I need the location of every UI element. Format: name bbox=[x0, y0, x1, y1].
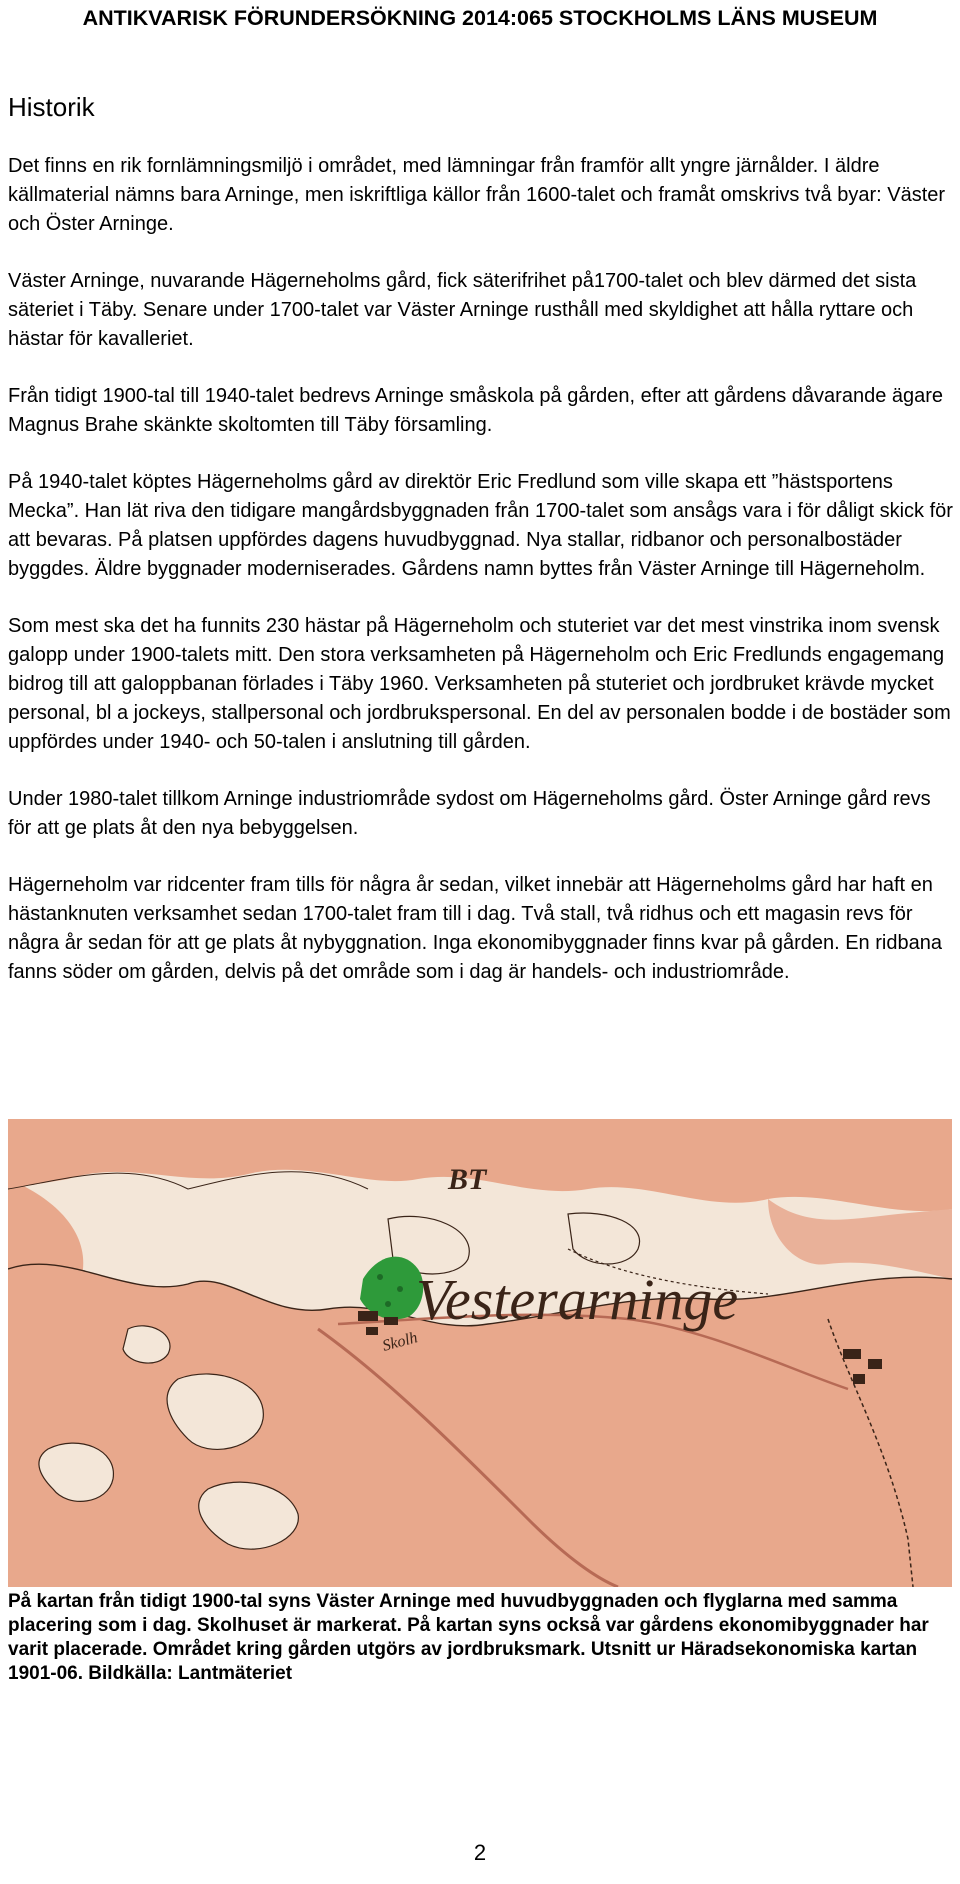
paragraph-5: Som mest ska det ha funnits 230 hästar på Hägerneholm och stuteriet var det mest vinstrika inom svensk galopp under 1900-talets mitt. Den stora verksamheten på Hägerneholm och Eric Fredlunds engagemang bidrog till att galoppbanan förlades i Täby 1960. Verksamheten på stuteriet och jordbruket krävde mycket personal, bl a jockeys, stallpersonal och jordbrukspersonal. En del av personalen bodde i de bostäder som uppfördes under 1940- och 50-talen i anslutning till gården. bbox=[8, 615, 951, 753]
figure-caption: På kartan från tidigt 1900-tal syns Väster Arninge med huvudbyggnaden och flyglarna med samma placering som i dag. Skolhuset är markerat. På kartan syns också var gårdens ekonomibyggnader har varit placerade. Området kring gården utgörs av jordbruksmark. Utsnitt ur Häradsekonomiska kartan 1901-06. Bildkälla: Lantmäteriet bbox=[8, 1591, 929, 1684]
historical-map-image bbox=[8, 1119, 952, 1587]
paragraph-4: På 1940-talet köptes Hägerneholms gård av direktör Eric Fredlund som ville skapa ett ”hästsportens Mecka”. Han lät riva den tidigare mangårdsbyggnaden från 1700-talet som ansågs vara i för dåligt skick för att bevaras. På platsen uppfördes dagens huvudbyggnad. Nya stallar, ridbanor och personalbostäder byggdes. Äldre byggnader moderniserades. Gårdens namn byttes från Väster Arninge till Hägerneholm. bbox=[8, 471, 953, 580]
paragraph-3: Från tidigt 1900-tal till 1940-talet bedrevs Arninge småskola på gården, efter att gårdens dåvarande ägare Magnus Brahe skänkte skoltomten till Täby församling. bbox=[8, 385, 944, 436]
paragraph-7: Hägerneholm var ridcenter fram tills för några år sedan, vilket innebär att Hägerneholms gård har haft en hästanknuten verksamhet sedan 1700-talet fram till i dag. Två stall, två ridhus och ett magasin revs för några år sedan för att ge plats åt nybyggnation. Inga ekonomibyggnader finns kvar på gården. En ridbana fanns söder om gården, delvis på det område som i dag är handels- och industriområde. bbox=[8, 874, 942, 983]
map-building-4 bbox=[843, 1349, 861, 1359]
map-building-2 bbox=[384, 1317, 398, 1325]
map-label-village: Vesterarninge bbox=[416, 1267, 739, 1332]
paragraph-1: Det finns en rik fornlämningsmiljö i området, med lämningar från framför allt yngre järnålder. I äldre källmaterial nämns bara Arninge, men iskriftliga källor från 1600-talet och framåt omskrivs två byar: Väster och Öster Arninge. bbox=[8, 155, 946, 235]
map-label-school: Skolh bbox=[380, 1329, 420, 1355]
page-number: 2 bbox=[473, 1840, 487, 1865]
section-title: Historik bbox=[8, 92, 95, 122]
map-building-3 bbox=[366, 1327, 378, 1335]
document-header: ANTIKVARISK FÖRUNDERSÖKNING 2014:065 STOCKHOLMS LÄNS MUSEUM bbox=[82, 6, 878, 30]
map-building-6 bbox=[853, 1374, 865, 1384]
map-label-bt: BT bbox=[448, 1163, 487, 1196]
paragraph-6: Under 1980-talet tillkom Arninge industriområde sydost om Hägerneholms gård. Öster Arninge gård revs för att ge plats åt den nya bebyggelsen. bbox=[8, 788, 931, 839]
paragraph-2: Väster Arninge, nuvarande Hägerneholms gård, fick säterifrihet på1700-talet och blev därmed det sista säteriet i Täby. Senare under 1700-talet var Väster Arninge rusthåll med skyldighet att hålla ryttare och hästar för kavalleriet. bbox=[8, 270, 917, 350]
map-building-5 bbox=[868, 1359, 882, 1369]
map-building-1 bbox=[358, 1311, 378, 1321]
body-text bbox=[8, 152, 956, 1015]
